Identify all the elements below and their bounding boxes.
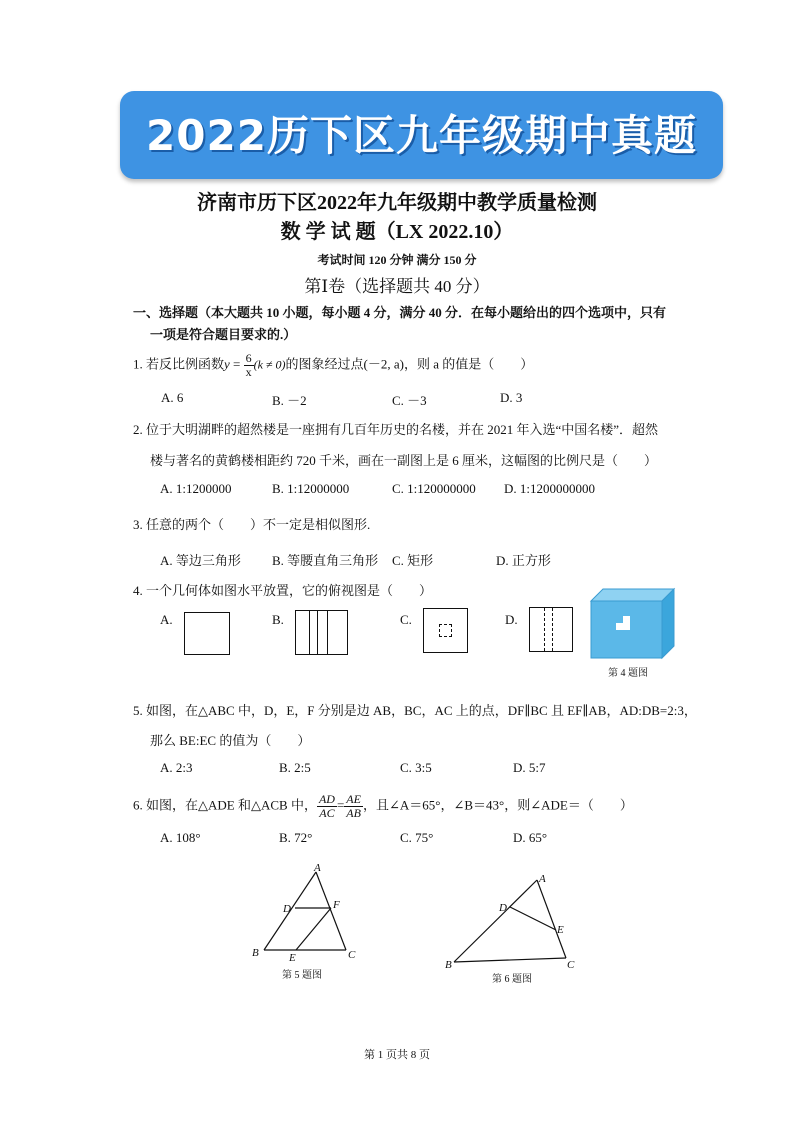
label-a: A	[539, 873, 546, 885]
q4-d-dashed-1	[544, 608, 545, 651]
cube-hole-corner	[616, 616, 623, 623]
q3-option-c: C. 矩形	[392, 553, 434, 568]
label-c: C	[348, 949, 356, 961]
q1-option-d: D. 3	[500, 390, 523, 405]
q1-fn-y: y	[224, 356, 230, 372]
q6-suffix: ，且∠A＝65°，∠B＝43°，则∠ADE＝（ ）	[362, 797, 633, 813]
q6-frac1-num: AD	[318, 792, 335, 806]
q5-option-d: D. 5:7	[513, 760, 546, 775]
q6-option-d: D. 65°	[513, 830, 548, 845]
q5-figure-caption: 第 5 题图	[282, 970, 322, 981]
q4-d-dashed-2	[552, 608, 553, 651]
cube-top-face	[591, 589, 674, 601]
q3-option-a: A. 等边三角形	[160, 553, 241, 568]
q3-stem: 3. 任意的两个（ ）不一定是相似图形.	[133, 517, 371, 532]
q6-figure-caption: 第 6 题图	[492, 974, 532, 985]
q4-b-line-3	[327, 611, 328, 654]
q4-b-line-2	[317, 611, 318, 654]
label-d: D	[499, 902, 507, 914]
segment-ef	[296, 908, 331, 950]
segment-ab	[454, 880, 537, 962]
q1-option-a: A. 6	[161, 390, 184, 405]
label-c: C	[567, 959, 575, 971]
q6-option-a: A. 108°	[160, 830, 201, 845]
q1-fn-eq: =	[229, 356, 244, 372]
q6-frac2-num: AE	[346, 792, 361, 806]
label-e: E	[289, 952, 296, 962]
label-a: A	[314, 862, 321, 874]
segment-ac	[316, 872, 346, 950]
q1-option-c: C. －3	[392, 393, 427, 408]
q4-option-b-figure	[295, 610, 348, 655]
q2-option-d: D. 1:1200000000	[504, 481, 595, 496]
q1-frac-num: 6	[245, 351, 252, 365]
q4-cube-figure	[588, 586, 678, 666]
volume-heading: 第Ⅰ卷（选择题共 40 分）	[304, 277, 490, 296]
q6-fraction-1	[317, 793, 337, 820]
q6-eq: =	[336, 797, 345, 813]
question-1	[133, 352, 533, 379]
segment-ac	[537, 880, 566, 958]
q2-line1: 2. 位于大明湖畔的超然楼是一座拥有几百年历史的名楼，并在 2021 年入选“中国名楼”．超然	[133, 422, 659, 437]
q1-frac-den: x	[245, 365, 252, 379]
q4-option-c-figure	[423, 608, 468, 653]
q4-option-d-figure	[529, 607, 573, 652]
title-banner	[120, 91, 723, 179]
label-f: F	[333, 899, 340, 911]
page-number: 第 1 页共 8 页	[364, 1049, 430, 1061]
q5-option-a: A. 2:3	[160, 760, 193, 775]
q6-frac2-den: AB	[346, 806, 361, 820]
q4-option-c: C.	[400, 612, 412, 627]
q3-option-b: B. 等腰直角三角形	[272, 553, 379, 568]
q2-option-b: B. 1:12000000	[272, 481, 350, 496]
q4-option-a-figure	[184, 612, 230, 655]
q3-option-d: D. 正方形	[496, 553, 551, 568]
q4-figure-caption: 第 4 题图	[608, 668, 648, 679]
q2-line2: 楼与著名的黄鹤楼相距约 720 千米，画在一副图上是 6 厘米，这幅图的比例尺是（ ）	[150, 453, 658, 468]
q6-option-b: B. 72°	[279, 830, 313, 845]
q1-option-b: B. －2	[272, 393, 307, 408]
label-b: B	[445, 959, 452, 971]
q1-condition: (k ≠ 0)	[253, 357, 286, 372]
q5-line2: 那么 BE:EC 的值为（ ）	[150, 733, 311, 748]
label-d: D	[283, 903, 291, 915]
q1-fraction	[244, 352, 254, 379]
banner-title: 2022历下区九年级期中真题	[146, 111, 697, 160]
q5-option-c: C. 3:5	[400, 760, 432, 775]
q2-option-c: C. 1:120000000	[392, 481, 476, 496]
q4-c-inner-dashed	[439, 624, 452, 637]
question-6	[133, 793, 633, 820]
cube-side-face	[662, 589, 674, 658]
q6-frac1-den: AC	[319, 806, 335, 820]
q1-prefix: 1. 若反比例函数	[133, 356, 225, 372]
exam-subtitle: 数 学 试 题（LX 2022.10）	[280, 221, 514, 243]
q1-suffix: 的图象经过点(－2, a)，则 a 的值是（ ）	[285, 356, 534, 372]
q4-option-a: A.	[160, 612, 173, 627]
segment-de	[510, 907, 556, 930]
q2-option-a: A. 1:1200000	[160, 481, 232, 496]
q6-triangle-figure	[442, 868, 582, 974]
q4-b-line-1	[309, 611, 310, 654]
label-b: B	[252, 947, 259, 959]
exam-info: 考试时间 120 分钟 满分 150 分	[317, 253, 477, 267]
q5-option-b: B. 2:5	[279, 760, 311, 775]
q5-line1: 5. 如图，在△ABC 中，D，E，F 分别是边 AB，BC，AC 上的点，DF∥BC 且 EF∥AB，AD:DB=2:3，	[133, 703, 697, 718]
q4-option-b: B.	[272, 612, 284, 627]
segment-bc	[454, 958, 566, 962]
q5-triangle-figure	[245, 862, 365, 962]
q6-option-c: C. 75°	[400, 830, 434, 845]
exam-title: 济南市历下区2022年九年级期中教学质量检测	[197, 192, 597, 214]
section-heading-line2: 一项是符合题目要求的.）	[150, 327, 297, 342]
q4-stem: 4. 一个几何体如图水平放置，它的俯视图是（ ）	[133, 583, 433, 598]
q4-option-d: D.	[505, 612, 518, 627]
section-heading-line1: 一、选择题（本大题共 10 小题，每小题 4 分，满分 40 分．在每小题给出的四个选项中，只有	[133, 305, 667, 320]
label-e: E	[557, 924, 564, 936]
q6-fraction-2	[344, 793, 363, 820]
q6-prefix: 6. 如图，在△ADE 和△ACB 中，	[133, 797, 317, 813]
